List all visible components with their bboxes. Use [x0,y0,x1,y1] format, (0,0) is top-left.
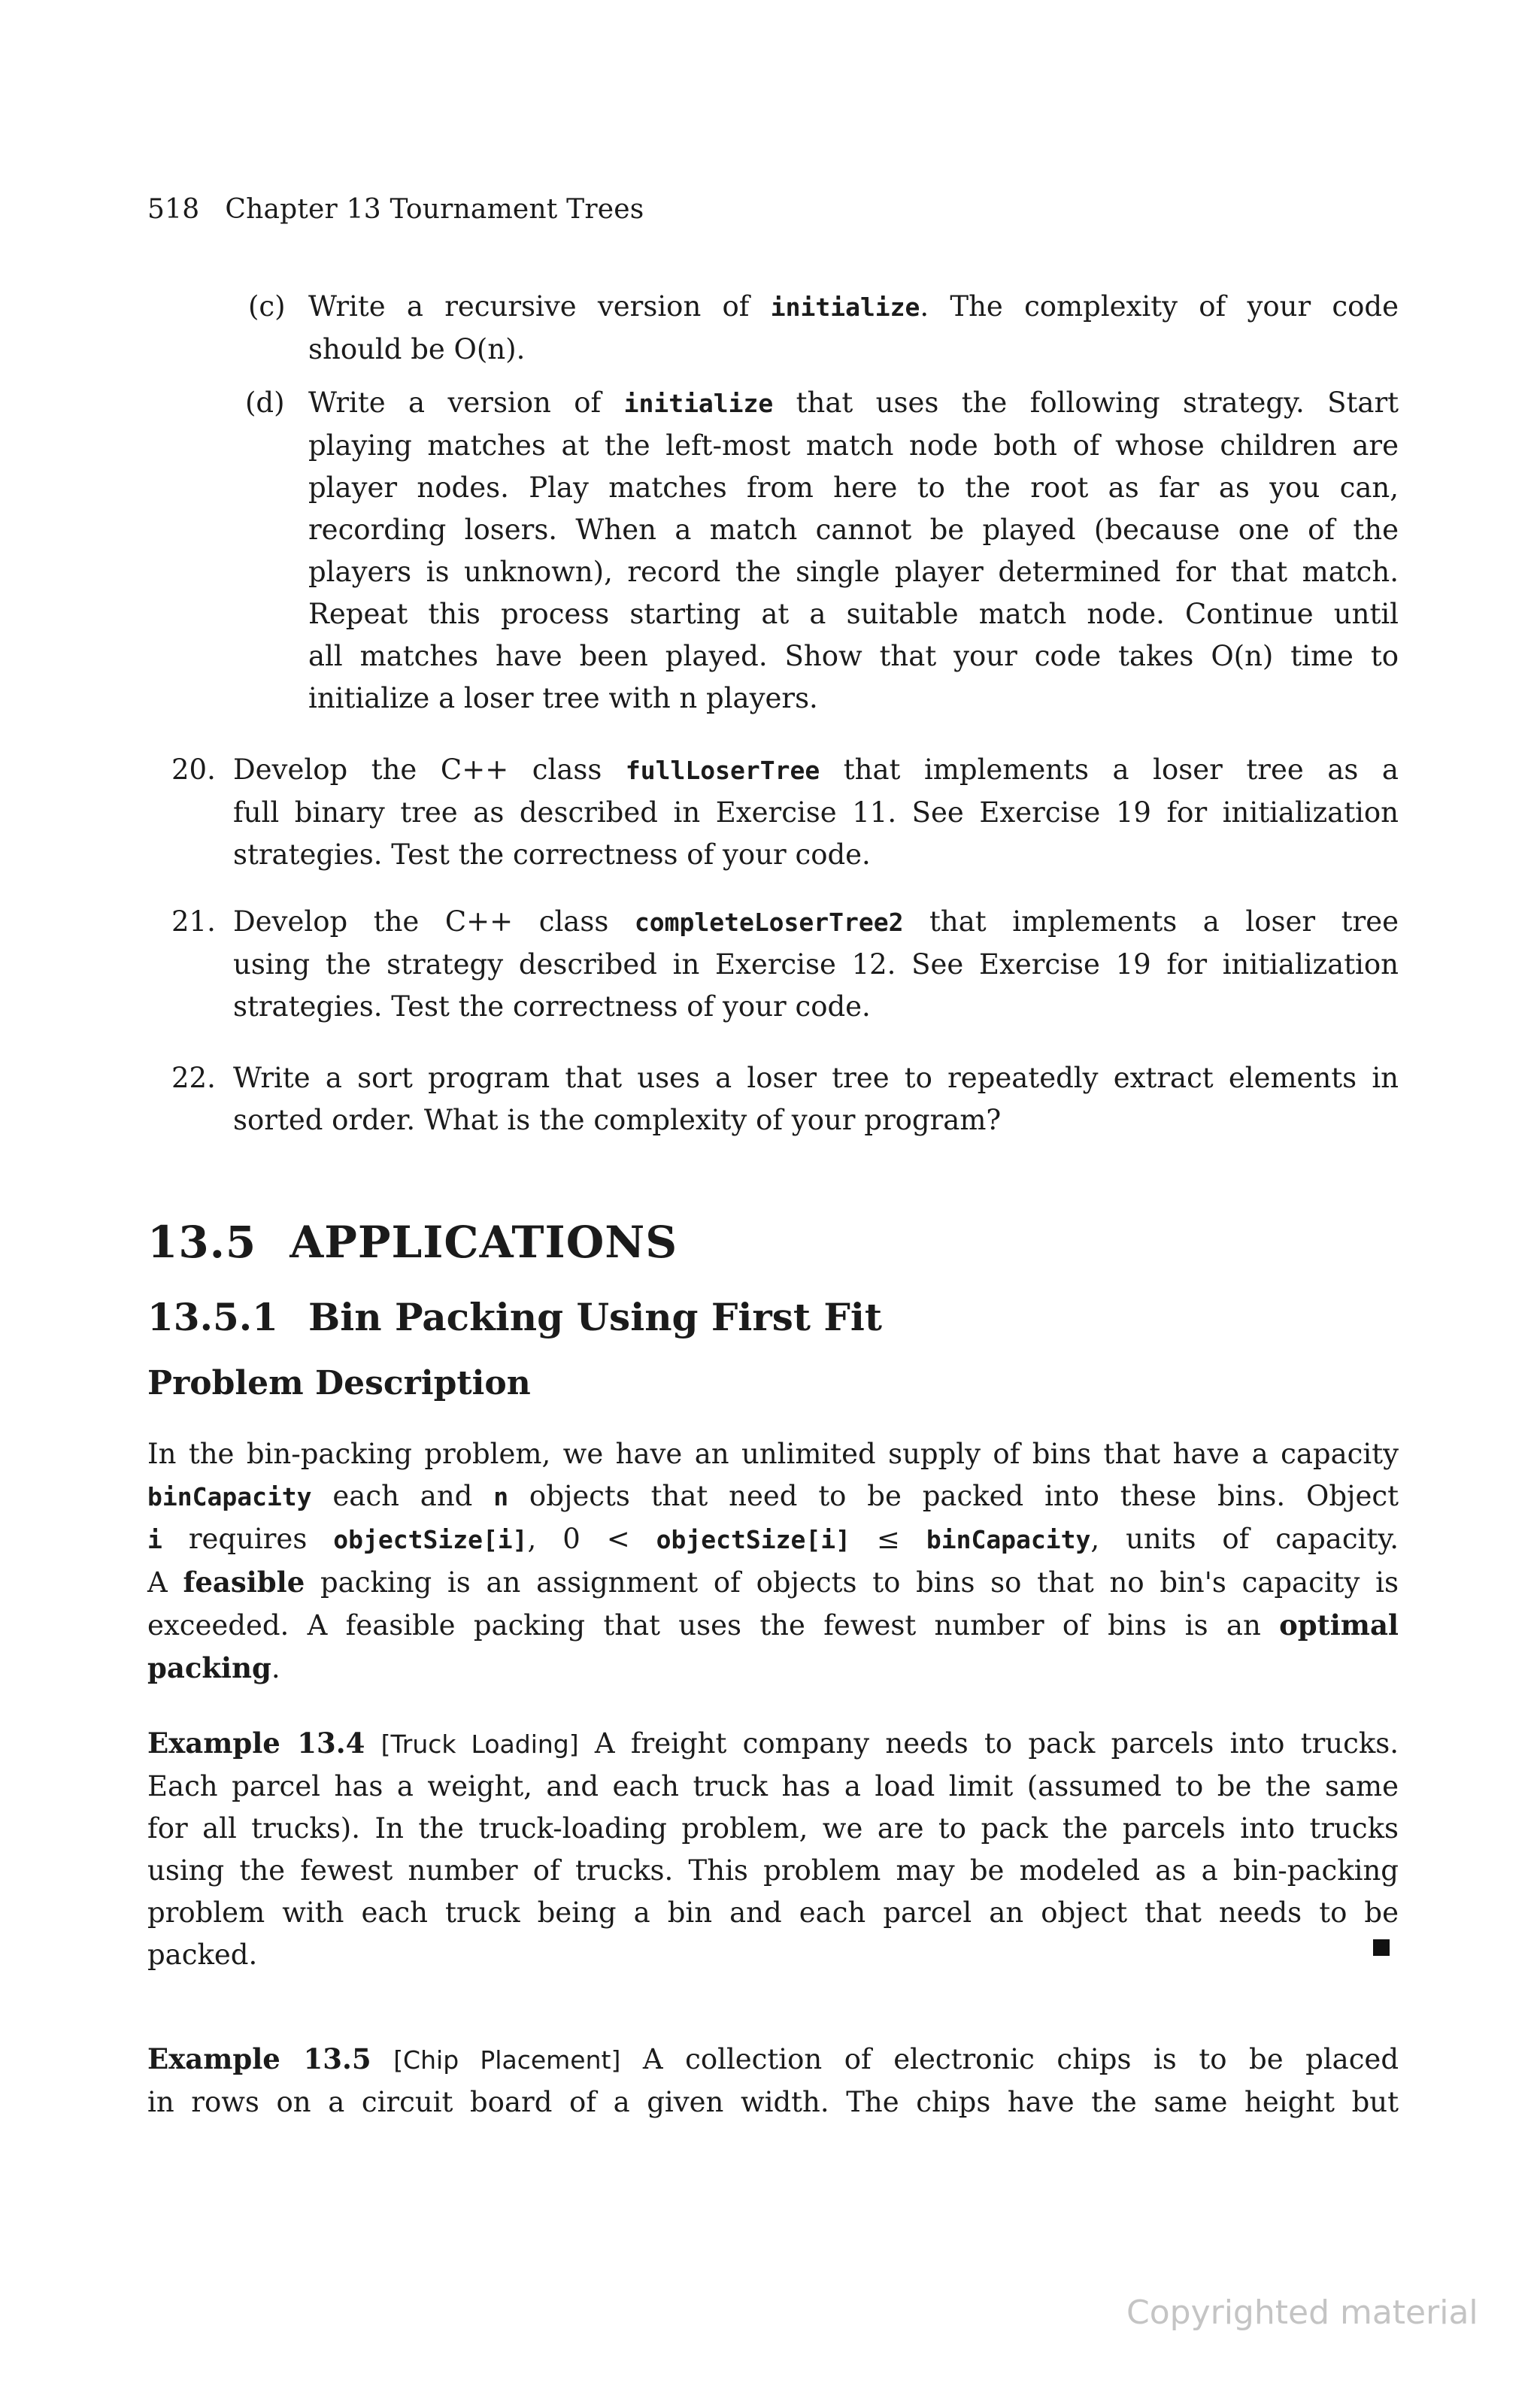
text-line: recording losers. When a match cannot be played (because one of the [308,514,1399,546]
term-optimal: optimal [1279,1608,1399,1642]
section-heading [147,1217,678,1268]
example-label: Example 13.4 [147,1727,365,1760]
code-i: i [147,1525,162,1554]
text-line: playing matches at the left-most match node both of whose children are [308,429,1399,462]
text-line: Write a version of initialize that uses the following strategy. Start [308,387,1399,419]
problem-description [147,1433,1399,1690]
example-tag: [Chip Placement] [393,2045,621,2075]
code-fullLoserTree: fullLoserTree [625,756,820,785]
code-objectSize: objectSize[i] [656,1525,850,1554]
text-line: packing. [147,1651,280,1684]
exercise-22 [233,1057,1399,1141]
exercise-20-label: 20. [171,753,216,786]
term-feasible: feasible [183,1566,305,1599]
text-line: Example 13.4 [Truck Loading] A freight company needs to pack parcels into trucks. [147,1727,1399,1760]
example-label: Example 13.5 [147,2042,371,2075]
page-number: 518 [147,194,200,225]
example-13-5 [147,2038,1399,2124]
exercise-20 [233,749,1399,876]
term-packing: packing [147,1651,271,1684]
exercise-d-label: (d) [245,387,285,419]
text-line: using the strategy described in Exercise 12. See Exercise 19 for initialization [233,948,1399,981]
text-line: In the bin-packing problem, we have an unlimited supply of bins that have a capacity [147,1438,1399,1470]
text-line: problem with each truck being a bin and each parcel an object that needs to be [147,1896,1399,1929]
text-line: Develop the C++ class fullLoserTree that implements a loser tree as a [233,753,1399,786]
exercise-c-label: (c) [248,290,286,323]
section-title: APPLICATIONS [290,1217,678,1268]
code-n: n [493,1482,509,1511]
subsection-number: 13.5.1 [147,1295,278,1339]
example-tag: [Truck Loading] [380,1730,579,1759]
text-line: Write a recursive version of initialize. The complexity of your code [308,290,1399,323]
text-line: player nodes. Play matches from here to the root as far as you can, [308,471,1399,504]
text-line: Develop the C++ class completeLoserTree2 that implements a loser tree [233,905,1399,938]
running-head [147,194,644,225]
problem-description-heading: Problem Description [147,1364,531,1402]
subsection-heading [147,1295,882,1339]
text-line: Each parcel has a weight, and each truck has a load limit (assumed to be the same [147,1770,1399,1802]
text-line: all matches have been played. Show that your code takes O(n) time to [308,640,1399,672]
text-line: binCapacity each and n objects that need to be packed into these bins. Object [147,1480,1399,1512]
text-line: strategies. Test the correctness of your code. [233,838,871,871]
text-line: sorted order. What is the complexity of your program? [233,1104,1002,1136]
subsection-title: Bin Packing Using First Fit [308,1295,882,1339]
text-line: full binary tree as described in Exercise 11. See Exercise 19 for initialization [233,796,1399,829]
text-line: exceeded. A feasible packing that uses the fewest number of bins is an optimal [147,1608,1399,1642]
chapter-title: Chapter 13 Tournament Trees [225,194,644,225]
exercise-21 [233,901,1399,1028]
text-line: i requires objectSize[i], 0 < objectSize[i] ≤ binCapacity, units of capacity. [147,1523,1399,1555]
code-initialize: initialize [623,389,774,418]
text-line: should be O(n). [308,333,526,365]
text-line: Write a sort program that uses a loser tree to repeatedly extract elements in [233,1062,1399,1094]
text-line: players is unknown), record the single player determined for that match. [308,556,1399,588]
copyright-watermark: Copyrighted material [1126,2293,1478,2332]
text-line: Repeat this process starting at a suitable match node. Continue until [308,598,1399,630]
code-initialize: initialize [770,293,920,322]
code-binCapacity: binCapacity [147,1482,312,1511]
text-line: for all trucks). In the truck-loading problem, we are to pack the parcels into trucks [147,1812,1399,1845]
text-line: initialize a loser tree with n players. [308,682,818,714]
exercise-c [308,286,1399,371]
exercise-d [308,382,1399,720]
code-binCapacity: binCapacity [926,1525,1091,1554]
text-line: using the fewest number of trucks. This problem may be modeled as a bin-packing [147,1854,1399,1887]
text-line: packed. [147,1939,258,1971]
section-number: 13.5 [147,1217,257,1268]
text-line: strategies. Test the correctness of your code. [233,990,871,1023]
code-completeLoserTree2: completeLoserTree2 [634,908,904,937]
end-of-example-mark [1373,1939,1390,1956]
text-line: Example 13.5 [Chip Placement] A collection of electronic chips is to be placed [147,2042,1399,2075]
code-objectSize: objectSize[i] [333,1525,528,1554]
text-line: A feasible packing is an assignment of objects to bins so that no bin's capacity is [147,1566,1399,1599]
exercise-21-label: 21. [171,905,216,938]
exercise-22-label: 22. [171,1062,216,1094]
text-line: in rows on a circuit board of a given width. The chips have the same height but [147,2086,1399,2118]
example-13-4 [147,1722,1399,1976]
